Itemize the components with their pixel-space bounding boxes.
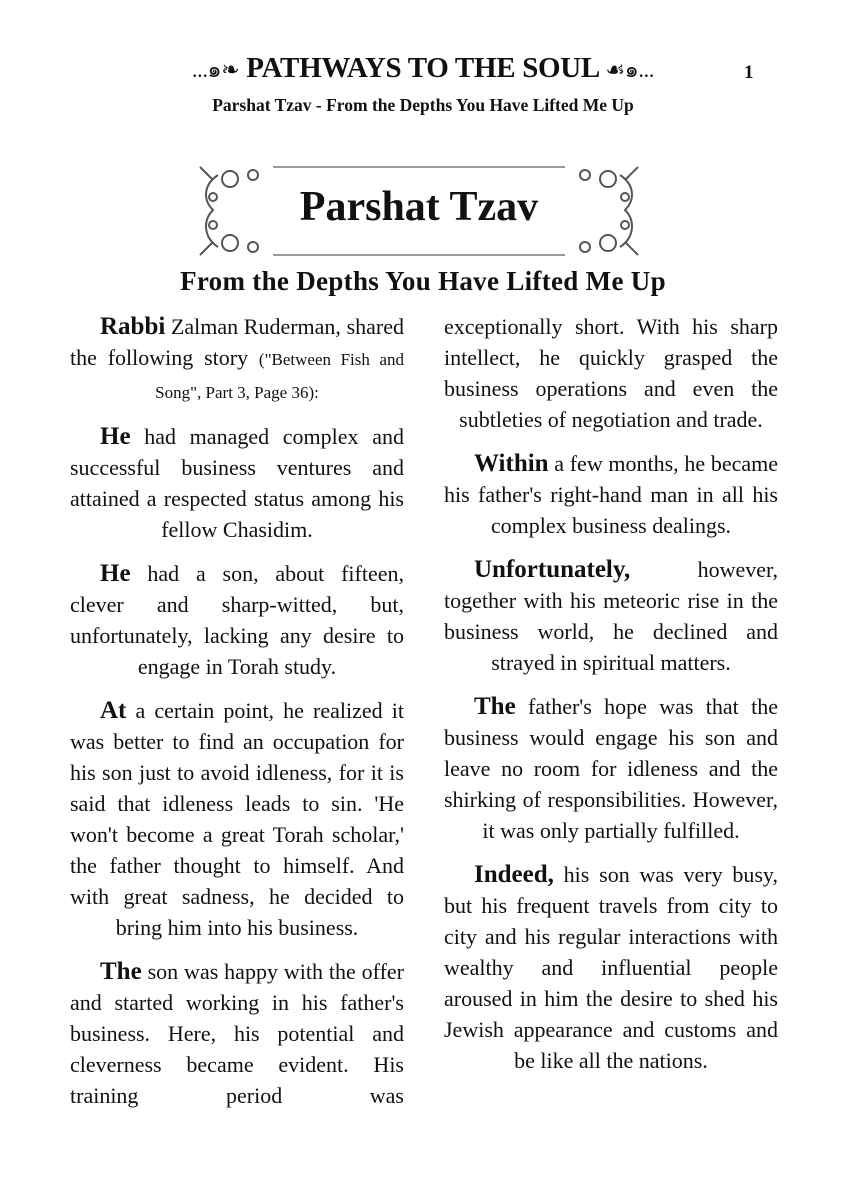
paragraph-text: his son was very busy, but his frequent travels from city to city and his regular interactions with wealthy and influential people aroused in him the desire to shed his Jewish appearance and customs and be like all the nations.	[444, 862, 778, 1073]
chapter-subtitle: Parshat Tzav - From the Depths You Have Lifted Me Up	[212, 95, 634, 115]
ornament-right-icon: ☙๑...	[605, 57, 655, 82]
paragraph	[444, 554, 778, 678]
paragraph-continued	[444, 311, 778, 435]
lead-word: The	[100, 958, 142, 985]
paragraph-text: a few months, he became his father's right-hand man in all his complex business dealings.	[444, 451, 778, 538]
paragraph	[444, 448, 778, 541]
paragraph-text: exceptionally short. With his sharp intellect, he quickly grasped the business operations and even the subtleties of negotiation and trade.	[444, 314, 778, 432]
paragraph-text: had managed complex and successful business ventures and attained a respected status among his fellow Chasidim.	[70, 424, 404, 542]
paragraph	[70, 558, 404, 682]
lead-word: Indeed,	[474, 861, 554, 888]
paragraph	[70, 311, 404, 408]
paragraph	[70, 421, 404, 545]
paragraph-text: son was happy with the offer and started working in his father's business. Here, his potential and cleverness became evident. His training period was	[70, 959, 404, 1108]
paragraph	[70, 695, 404, 943]
lead-word: Rabbi	[100, 313, 166, 340]
lead-word: Within	[474, 450, 549, 477]
paragraph	[444, 859, 778, 1076]
paragraph-text: however, together with his meteoric rise in the business world, he declined and strayed in spiritual matters.	[444, 557, 778, 675]
left-column	[70, 311, 404, 1124]
paragraph	[70, 956, 404, 1111]
lead-word: Unfortunately,	[474, 556, 631, 583]
lead-word: At	[100, 697, 127, 724]
source-citation: ("Between Fish and Song", Part 3, Page 36):	[155, 350, 404, 402]
title-frame	[198, 165, 640, 257]
paragraph-text: Zalman Ruderman, shared the following story	[70, 314, 404, 370]
article-heading: From the Depths You Have Lifted Me Up	[180, 266, 666, 296]
running-header	[0, 52, 846, 87]
paragraph-text: father's hope was that the business would engage his son and leave no room for idleness and the shirking of responsibilities. However, it was only partially fulfilled.	[444, 694, 778, 843]
paragraph-text: a certain point, he realized it was better to find an occupation for his son just to avoid idleness, for it is said that idleness leads to sin. 'He won't become a great Torah scholar,' the father thought to himself. And with great sadness, he decided to bring him into his business.	[70, 698, 404, 940]
paragraph-text: had a son, about fifteen, clever and sharp-witted, but, unfortunately, lacking any desire to engage in Torah study.	[70, 561, 404, 679]
lead-word: He	[100, 423, 131, 450]
page-number: 1	[744, 62, 754, 83]
book-title: PATHWAYS TO THE SOUL	[246, 52, 599, 84]
lead-word: The	[474, 693, 516, 720]
parsha-title: Parshat Tzav	[299, 184, 539, 230]
right-column	[444, 311, 778, 1089]
paragraph	[444, 691, 778, 846]
ornament-left-icon: ...๑❧	[191, 57, 240, 82]
lead-word: He	[100, 560, 131, 587]
